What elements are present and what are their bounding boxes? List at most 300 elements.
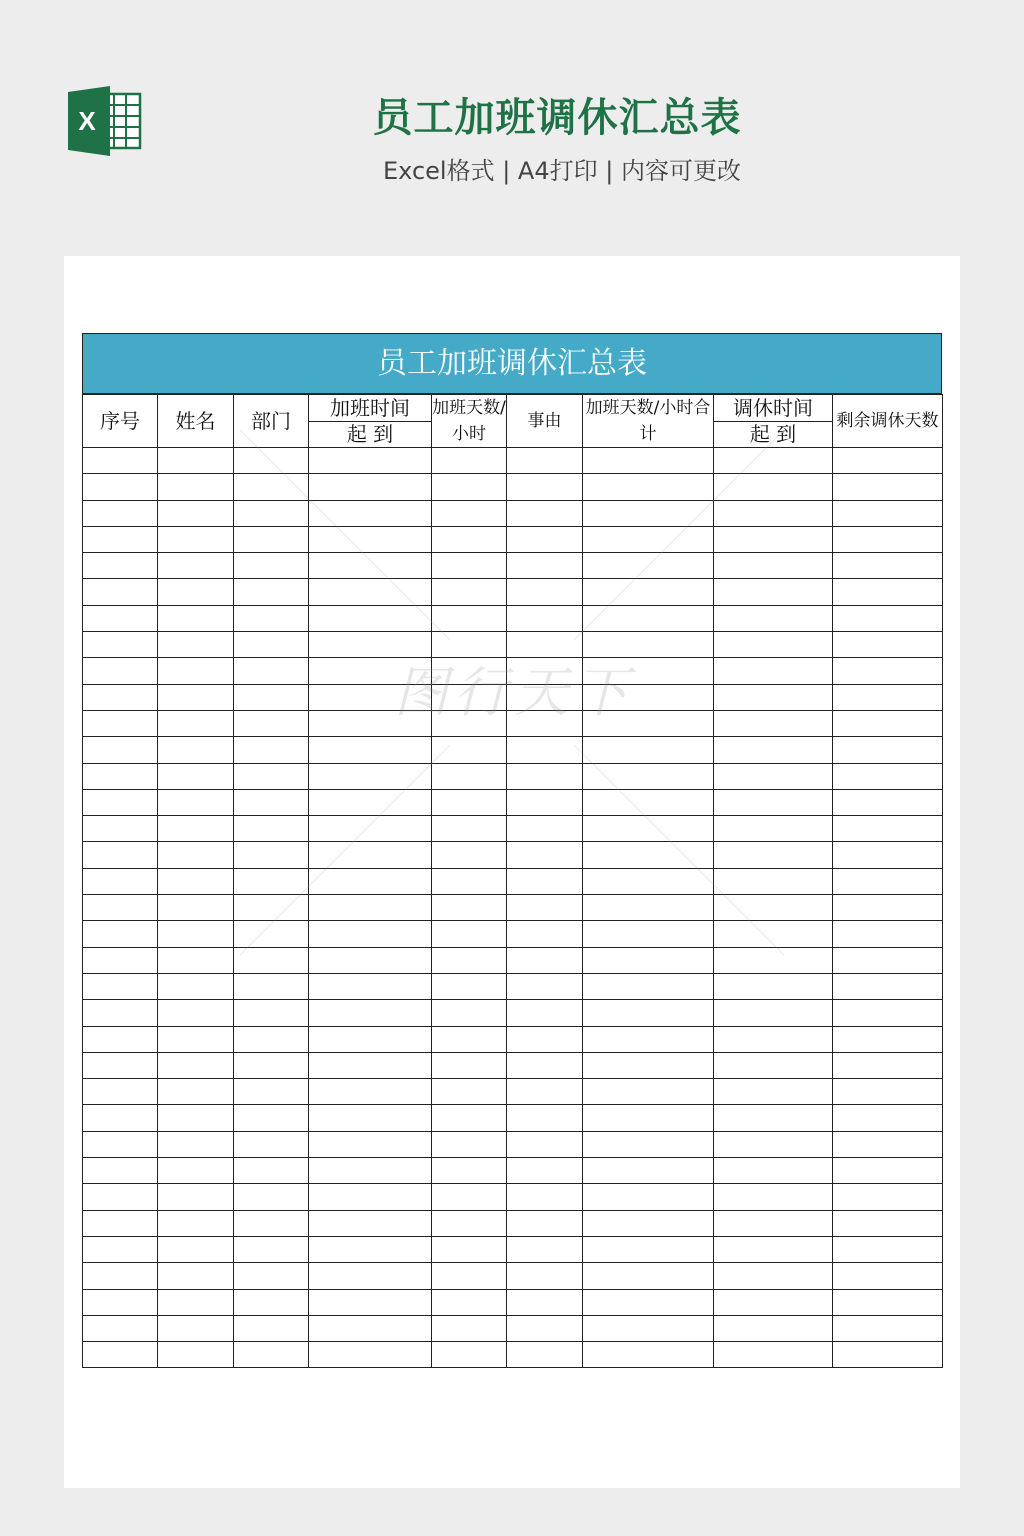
table-cell[interactable] <box>234 500 309 526</box>
table-cell[interactable] <box>83 1289 158 1315</box>
table-cell[interactable] <box>833 474 943 500</box>
table-cell[interactable] <box>83 526 158 552</box>
table-cell[interactable] <box>583 448 714 474</box>
table-cell[interactable] <box>507 1079 583 1105</box>
table-cell[interactable] <box>583 605 714 631</box>
table-cell[interactable] <box>83 1158 158 1184</box>
table-cell[interactable] <box>158 658 234 684</box>
table-cell[interactable] <box>714 1052 833 1078</box>
table-cell[interactable] <box>158 921 234 947</box>
table-cell[interactable] <box>432 973 507 999</box>
table-cell[interactable] <box>432 1026 507 1052</box>
table-cell[interactable] <box>432 789 507 815</box>
table-cell[interactable] <box>309 1342 432 1368</box>
table-cell[interactable] <box>83 553 158 579</box>
table-cell[interactable] <box>833 1026 943 1052</box>
table-cell[interactable] <box>432 816 507 842</box>
table-cell[interactable] <box>833 1000 943 1026</box>
table-cell[interactable] <box>833 605 943 631</box>
table-cell[interactable] <box>83 474 158 500</box>
table-cell[interactable] <box>833 1158 943 1184</box>
table-cell[interactable] <box>309 789 432 815</box>
table-cell[interactable] <box>83 1342 158 1368</box>
table-cell[interactable] <box>158 816 234 842</box>
table-cell[interactable] <box>833 789 943 815</box>
table-cell[interactable] <box>309 605 432 631</box>
table-cell[interactable] <box>507 1210 583 1236</box>
table-cell[interactable] <box>507 1026 583 1052</box>
table-cell[interactable] <box>507 632 583 658</box>
table-cell[interactable] <box>234 553 309 579</box>
table-cell[interactable] <box>714 1026 833 1052</box>
table-cell[interactable] <box>234 921 309 947</box>
table-cell[interactable] <box>507 1158 583 1184</box>
table-cell[interactable] <box>833 500 943 526</box>
table-cell[interactable] <box>432 842 507 868</box>
table-cell[interactable] <box>309 1052 432 1078</box>
table-cell[interactable] <box>432 1079 507 1105</box>
table-cell[interactable] <box>432 947 507 973</box>
table-cell[interactable] <box>714 842 833 868</box>
table-cell[interactable] <box>507 816 583 842</box>
table-cell[interactable] <box>158 605 234 631</box>
table-cell[interactable] <box>309 500 432 526</box>
table-cell[interactable] <box>234 474 309 500</box>
table-cell[interactable] <box>158 1105 234 1131</box>
table-cell[interactable] <box>309 684 432 710</box>
table-cell[interactable] <box>83 605 158 631</box>
table-cell[interactable] <box>714 816 833 842</box>
table-cell[interactable] <box>714 947 833 973</box>
table-cell[interactable] <box>234 632 309 658</box>
table-cell[interactable] <box>234 1342 309 1368</box>
table-cell[interactable] <box>309 710 432 736</box>
table-cell[interactable] <box>583 973 714 999</box>
table-cell[interactable] <box>432 1263 507 1289</box>
table-cell[interactable] <box>833 921 943 947</box>
table-cell[interactable] <box>309 1263 432 1289</box>
table-cell[interactable] <box>714 1342 833 1368</box>
table-cell[interactable] <box>583 500 714 526</box>
table-cell[interactable] <box>234 710 309 736</box>
table-cell[interactable] <box>234 1236 309 1262</box>
table-cell[interactable] <box>309 448 432 474</box>
table-cell[interactable] <box>432 737 507 763</box>
table-cell[interactable] <box>507 973 583 999</box>
table-cell[interactable] <box>309 1236 432 1262</box>
table-cell[interactable] <box>234 1184 309 1210</box>
table-cell[interactable] <box>507 737 583 763</box>
table-cell[interactable] <box>432 710 507 736</box>
table-cell[interactable] <box>432 632 507 658</box>
table-cell[interactable] <box>583 1052 714 1078</box>
table-cell[interactable] <box>158 1289 234 1315</box>
table-cell[interactable] <box>583 1342 714 1368</box>
table-cell[interactable] <box>583 1263 714 1289</box>
table-cell[interactable] <box>583 842 714 868</box>
table-cell[interactable] <box>83 947 158 973</box>
table-cell[interactable] <box>234 789 309 815</box>
table-cell[interactable] <box>234 895 309 921</box>
table-cell[interactable] <box>507 684 583 710</box>
table-cell[interactable] <box>583 658 714 684</box>
table-cell[interactable] <box>714 1158 833 1184</box>
table-cell[interactable] <box>309 1315 432 1341</box>
table-cell[interactable] <box>833 1263 943 1289</box>
table-cell[interactable] <box>234 579 309 605</box>
table-cell[interactable] <box>583 1026 714 1052</box>
table-cell[interactable] <box>833 868 943 894</box>
table-cell[interactable] <box>833 710 943 736</box>
table-cell[interactable] <box>714 658 833 684</box>
table-cell[interactable] <box>432 1052 507 1078</box>
table-cell[interactable] <box>158 1342 234 1368</box>
table-cell[interactable] <box>83 579 158 605</box>
table-cell[interactable] <box>714 921 833 947</box>
table-cell[interactable] <box>833 684 943 710</box>
table-cell[interactable] <box>432 474 507 500</box>
table-cell[interactable] <box>833 947 943 973</box>
table-cell[interactable] <box>158 842 234 868</box>
table-cell[interactable] <box>583 1158 714 1184</box>
table-cell[interactable] <box>83 1026 158 1052</box>
table-cell[interactable] <box>714 1105 833 1131</box>
table-cell[interactable] <box>158 474 234 500</box>
table-cell[interactable] <box>583 816 714 842</box>
table-cell[interactable] <box>714 737 833 763</box>
table-cell[interactable] <box>507 579 583 605</box>
table-cell[interactable] <box>507 526 583 552</box>
table-cell[interactable] <box>234 1263 309 1289</box>
table-cell[interactable] <box>83 1052 158 1078</box>
table-cell[interactable] <box>83 1315 158 1341</box>
table-cell[interactable] <box>833 579 943 605</box>
table-cell[interactable] <box>234 1052 309 1078</box>
table-cell[interactable] <box>158 1079 234 1105</box>
table-cell[interactable] <box>234 842 309 868</box>
table-cell[interactable] <box>309 921 432 947</box>
table-cell[interactable] <box>234 973 309 999</box>
table-cell[interactable] <box>507 1105 583 1131</box>
table-cell[interactable] <box>583 895 714 921</box>
table-cell[interactable] <box>309 474 432 500</box>
table-cell[interactable] <box>158 500 234 526</box>
table-cell[interactable] <box>833 448 943 474</box>
table-cell[interactable] <box>507 710 583 736</box>
table-cell[interactable] <box>234 1158 309 1184</box>
table-cell[interactable] <box>158 1210 234 1236</box>
table-cell[interactable] <box>507 921 583 947</box>
table-cell[interactable] <box>432 895 507 921</box>
table-cell[interactable] <box>432 1236 507 1262</box>
table-cell[interactable] <box>507 1236 583 1262</box>
table-cell[interactable] <box>714 1079 833 1105</box>
table-cell[interactable] <box>83 658 158 684</box>
table-cell[interactable] <box>714 632 833 658</box>
table-cell[interactable] <box>833 1315 943 1341</box>
table-cell[interactable] <box>432 1000 507 1026</box>
table-cell[interactable] <box>507 1263 583 1289</box>
table-cell[interactable] <box>507 553 583 579</box>
table-cell[interactable] <box>83 500 158 526</box>
table-cell[interactable] <box>507 1000 583 1026</box>
table-cell[interactable] <box>507 868 583 894</box>
table-cell[interactable] <box>83 895 158 921</box>
table-cell[interactable] <box>432 658 507 684</box>
table-cell[interactable] <box>158 710 234 736</box>
table-cell[interactable] <box>583 1210 714 1236</box>
table-cell[interactable] <box>309 816 432 842</box>
table-cell[interactable] <box>309 1131 432 1157</box>
table-cell[interactable] <box>833 763 943 789</box>
table-cell[interactable] <box>83 737 158 763</box>
table-cell[interactable] <box>158 1000 234 1026</box>
table-cell[interactable] <box>714 895 833 921</box>
table-cell[interactable] <box>83 973 158 999</box>
table-cell[interactable] <box>583 1079 714 1105</box>
table-cell[interactable] <box>309 1105 432 1131</box>
table-cell[interactable] <box>432 1315 507 1341</box>
table-cell[interactable] <box>158 737 234 763</box>
table-cell[interactable] <box>714 579 833 605</box>
table-cell[interactable] <box>234 448 309 474</box>
table-cell[interactable] <box>158 947 234 973</box>
table-cell[interactable] <box>583 1131 714 1157</box>
table-cell[interactable] <box>158 1131 234 1157</box>
table-cell[interactable] <box>83 868 158 894</box>
table-cell[interactable] <box>714 684 833 710</box>
table-cell[interactable] <box>714 1315 833 1341</box>
table-cell[interactable] <box>432 684 507 710</box>
table-cell[interactable] <box>309 1210 432 1236</box>
table-cell[interactable] <box>432 526 507 552</box>
table-cell[interactable] <box>833 973 943 999</box>
table-cell[interactable] <box>158 553 234 579</box>
table-cell[interactable] <box>833 1289 943 1315</box>
table-cell[interactable] <box>158 1158 234 1184</box>
table-cell[interactable] <box>833 1184 943 1210</box>
table-cell[interactable] <box>583 1289 714 1315</box>
table-cell[interactable] <box>309 1026 432 1052</box>
table-cell[interactable] <box>234 1000 309 1026</box>
table-cell[interactable] <box>234 526 309 552</box>
table-cell[interactable] <box>234 1105 309 1131</box>
table-cell[interactable] <box>583 789 714 815</box>
table-cell[interactable] <box>83 1105 158 1131</box>
table-cell[interactable] <box>583 710 714 736</box>
table-cell[interactable] <box>309 1289 432 1315</box>
table-cell[interactable] <box>432 605 507 631</box>
table-cell[interactable] <box>234 1289 309 1315</box>
table-cell[interactable] <box>714 789 833 815</box>
table-cell[interactable] <box>833 842 943 868</box>
table-cell[interactable] <box>158 1263 234 1289</box>
table-cell[interactable] <box>833 553 943 579</box>
table-cell[interactable] <box>583 921 714 947</box>
table-cell[interactable] <box>432 579 507 605</box>
table-cell[interactable] <box>583 737 714 763</box>
table-cell[interactable] <box>432 553 507 579</box>
table-cell[interactable] <box>234 947 309 973</box>
table-cell[interactable] <box>234 816 309 842</box>
table-cell[interactable] <box>833 1342 943 1368</box>
table-cell[interactable] <box>507 947 583 973</box>
table-cell[interactable] <box>714 973 833 999</box>
table-cell[interactable] <box>833 1105 943 1131</box>
table-cell[interactable] <box>309 868 432 894</box>
table-cell[interactable] <box>158 1315 234 1341</box>
table-cell[interactable] <box>583 947 714 973</box>
table-cell[interactable] <box>83 1079 158 1105</box>
table-cell[interactable] <box>83 684 158 710</box>
table-cell[interactable] <box>507 448 583 474</box>
table-cell[interactable] <box>714 1236 833 1262</box>
table-cell[interactable] <box>158 1236 234 1262</box>
table-cell[interactable] <box>583 632 714 658</box>
table-cell[interactable] <box>309 553 432 579</box>
table-cell[interactable] <box>583 579 714 605</box>
table-cell[interactable] <box>432 500 507 526</box>
table-cell[interactable] <box>714 1000 833 1026</box>
table-cell[interactable] <box>83 921 158 947</box>
table-cell[interactable] <box>83 1000 158 1026</box>
table-cell[interactable] <box>714 1184 833 1210</box>
table-cell[interactable] <box>309 1158 432 1184</box>
table-cell[interactable] <box>833 632 943 658</box>
table-cell[interactable] <box>583 763 714 789</box>
table-cell[interactable] <box>714 526 833 552</box>
table-cell[interactable] <box>432 1289 507 1315</box>
table-cell[interactable] <box>432 1158 507 1184</box>
table-cell[interactable] <box>158 1052 234 1078</box>
table-cell[interactable] <box>83 1184 158 1210</box>
table-cell[interactable] <box>83 763 158 789</box>
table-cell[interactable] <box>234 1131 309 1157</box>
table-cell[interactable] <box>583 1184 714 1210</box>
table-cell[interactable] <box>833 1079 943 1105</box>
table-cell[interactable] <box>83 1210 158 1236</box>
table-cell[interactable] <box>158 973 234 999</box>
table-cell[interactable] <box>714 500 833 526</box>
table-cell[interactable] <box>507 763 583 789</box>
table-cell[interactable] <box>83 1236 158 1262</box>
table-cell[interactable] <box>309 763 432 789</box>
table-cell[interactable] <box>158 632 234 658</box>
table-cell[interactable] <box>833 1236 943 1262</box>
table-cell[interactable] <box>309 737 432 763</box>
table-cell[interactable] <box>714 763 833 789</box>
table-cell[interactable] <box>507 1184 583 1210</box>
table-cell[interactable] <box>507 1131 583 1157</box>
table-cell[interactable] <box>714 474 833 500</box>
table-cell[interactable] <box>309 1000 432 1026</box>
table-cell[interactable] <box>583 1236 714 1262</box>
table-cell[interactable] <box>432 921 507 947</box>
table-cell[interactable] <box>234 1026 309 1052</box>
table-cell[interactable] <box>158 895 234 921</box>
table-cell[interactable] <box>583 526 714 552</box>
table-cell[interactable] <box>158 448 234 474</box>
table-cell[interactable] <box>432 868 507 894</box>
table-cell[interactable] <box>309 526 432 552</box>
table-cell[interactable] <box>507 605 583 631</box>
table-cell[interactable] <box>432 1105 507 1131</box>
table-cell[interactable] <box>583 553 714 579</box>
table-cell[interactable] <box>234 658 309 684</box>
table-cell[interactable] <box>83 710 158 736</box>
table-cell[interactable] <box>714 1289 833 1315</box>
table-cell[interactable] <box>83 789 158 815</box>
table-cell[interactable] <box>507 1342 583 1368</box>
table-cell[interactable] <box>309 947 432 973</box>
table-cell[interactable] <box>83 816 158 842</box>
table-cell[interactable] <box>234 1210 309 1236</box>
table-cell[interactable] <box>158 789 234 815</box>
table-cell[interactable] <box>309 1079 432 1105</box>
table-cell[interactable] <box>234 684 309 710</box>
table-cell[interactable] <box>234 763 309 789</box>
table-cell[interactable] <box>83 842 158 868</box>
table-cell[interactable] <box>432 1210 507 1236</box>
table-cell[interactable] <box>83 1263 158 1289</box>
table-cell[interactable] <box>714 1263 833 1289</box>
table-cell[interactable] <box>507 1315 583 1341</box>
table-cell[interactable] <box>583 1105 714 1131</box>
table-cell[interactable] <box>714 1210 833 1236</box>
table-cell[interactable] <box>507 500 583 526</box>
table-cell[interactable] <box>833 1131 943 1157</box>
table-cell[interactable] <box>583 868 714 894</box>
table-cell[interactable] <box>507 474 583 500</box>
table-cell[interactable] <box>83 448 158 474</box>
table-cell[interactable] <box>234 605 309 631</box>
table-cell[interactable] <box>234 737 309 763</box>
table-cell[interactable] <box>507 789 583 815</box>
table-cell[interactable] <box>432 1184 507 1210</box>
table-cell[interactable] <box>158 579 234 605</box>
table-cell[interactable] <box>507 1052 583 1078</box>
table-cell[interactable] <box>309 1184 432 1210</box>
table-cell[interactable] <box>583 1315 714 1341</box>
table-cell[interactable] <box>234 1315 309 1341</box>
table-cell[interactable] <box>833 1052 943 1078</box>
table-cell[interactable] <box>432 1131 507 1157</box>
table-cell[interactable] <box>833 526 943 552</box>
table-cell[interactable] <box>158 763 234 789</box>
table-cell[interactable] <box>507 1289 583 1315</box>
table-cell[interactable] <box>507 842 583 868</box>
table-cell[interactable] <box>714 553 833 579</box>
table-cell[interactable] <box>583 1000 714 1026</box>
table-cell[interactable] <box>432 763 507 789</box>
table-cell[interactable] <box>833 816 943 842</box>
table-cell[interactable] <box>309 579 432 605</box>
table-cell[interactable] <box>158 684 234 710</box>
table-cell[interactable] <box>432 448 507 474</box>
table-cell[interactable] <box>833 658 943 684</box>
table-cell[interactable] <box>833 1210 943 1236</box>
table-cell[interactable] <box>158 526 234 552</box>
table-cell[interactable] <box>432 1342 507 1368</box>
table-cell[interactable] <box>507 895 583 921</box>
table-cell[interactable] <box>714 448 833 474</box>
table-cell[interactable] <box>309 632 432 658</box>
table-cell[interactable] <box>309 842 432 868</box>
table-cell[interactable] <box>714 605 833 631</box>
table-cell[interactable] <box>714 868 833 894</box>
table-cell[interactable] <box>507 658 583 684</box>
table-cell[interactable] <box>583 684 714 710</box>
